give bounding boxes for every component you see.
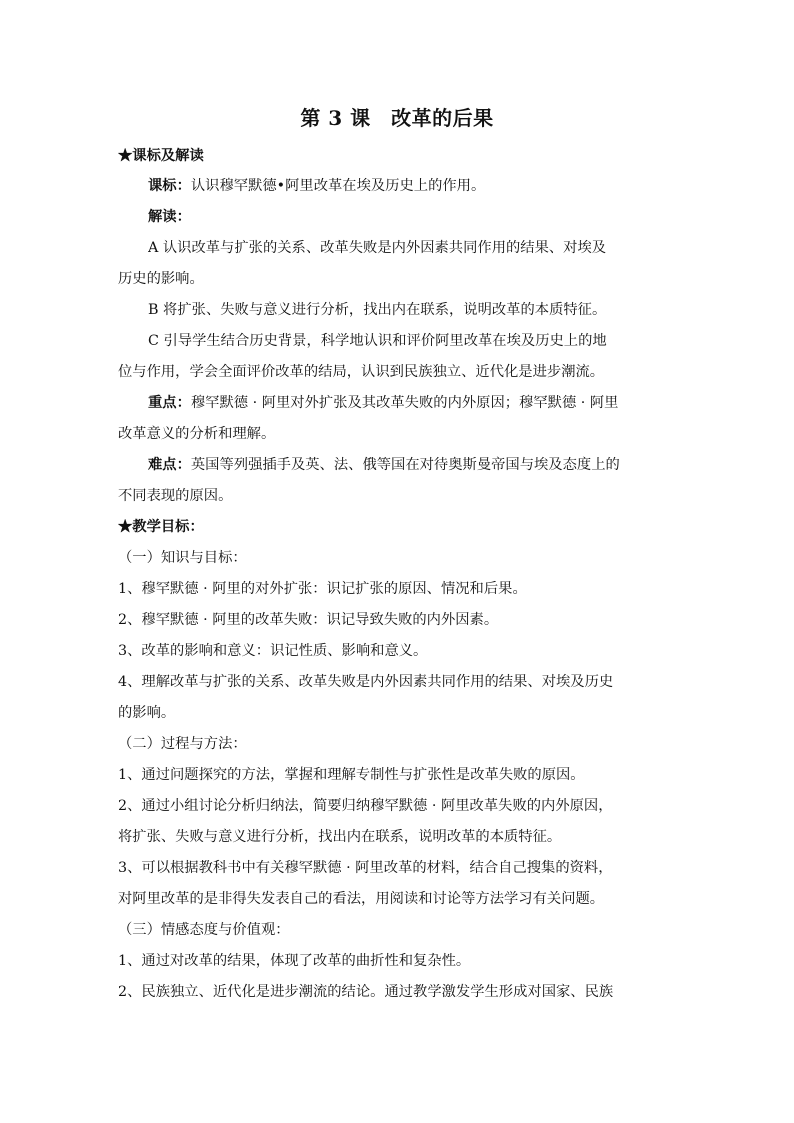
interpretation-c-line-1: C 引导学生结合历史背景，科学地认识和评价阿里改革在埃及历史上的地 [148,333,607,349]
curriculum-standard [148,175,684,197]
process-item-3-line-1: 3、可以根据教科书中有关穆罕默德 · 阿里改革的材料，结合自己搜集的资料， [118,860,613,876]
process-item-3-line-2: 对阿里改革的是非得失发表自己的看法，用阅读和讨论等方法学习有关问题。 [118,891,605,907]
process-item-2-line-2: 将扩张、失败与意义进行分析，找出内在联系，说明改革的本质特征。 [118,829,562,845]
difficult-points [148,454,684,476]
knowledge-item-2: 2、穆罕默德 · 阿里的改革失败：识记导致失败的内外因素。 [118,612,499,628]
difficult-points-line-2: 不同表现的原因。 [118,488,233,504]
key-points-line-2: 改革意义的分析和理解。 [118,426,276,442]
subheading-knowledge: （一）知识与目标： [118,550,247,566]
knowledge-item-4-line-2: 的影响。 [118,705,176,721]
section-heading-objectives: ★教学目标： [118,519,204,535]
subheading-values: （三）情感态度与价值观： [118,922,290,938]
process-item-2-line-1: 2、通过小组讨论分析归纳法，简要归纳穆罕默德 · 阿里改革失败的内外原因， [118,798,613,814]
difficult-points-text: 英国等列强插手及英、法、俄等国在对待奥斯曼帝国与埃及态度上的 [190,457,620,473]
label-key-points: 重点： [148,395,191,411]
standard-text: 认识穆罕默德•阿里改革在埃及历史上的作用。 [190,178,486,194]
key-points-text: 穆罕默德 · 阿里对外扩张及其改革失败的内外原因；穆罕默德 · 阿里 [190,395,619,411]
interpretation-c-line-2: 位与作用，学会全面评价改革的结局，认识到民族独立、近代化是进步潮流。 [118,364,605,380]
interpretation-b: B 将扩张、失败与意义进行分析，找出内在联系，说明改革的本质特征。 [148,302,607,318]
process-item-1: 1、通过问题探究的方法，掌握和理解专制性与扩张性是改革失败的原因。 [118,767,585,783]
knowledge-item-4-line-1: 4、理解改革与扩张的关系、改革失败是内外因素共同作用的结果、对埃及历史 [118,674,614,690]
values-item-1: 1、通过对改革的结果，体现了改革的曲折性和复杂性。 [118,953,471,969]
page-title: 第 3 课 改革的后果 [300,106,494,130]
key-points [148,392,684,414]
knowledge-item-1: 1、穆罕默德 · 阿里的对外扩张：识记扩张的原因、情况和后果。 [118,581,527,597]
interpretation-a-line-1: A 认识改革与扩张的关系、改革失败是内外因素共同作用的结果、对埃及 [148,240,607,256]
section-heading-curriculum: ★课标及解读 [118,148,204,164]
subheading-process: （二）过程与方法： [118,736,247,752]
label-standard: 课标： [148,178,191,194]
label-difficult-points: 难点： [148,457,191,473]
interpretation-a-line-2: 历史的影响。 [118,271,204,287]
knowledge-item-3: 3、改革的影响和意义：识记性质、影响和意义。 [118,643,428,659]
values-item-2: 2、民族独立、近代化是进步潮流的结论。通过教学激发学生形成对国家、民族 [118,984,614,1000]
label-interpretation: 解读： [148,209,191,225]
